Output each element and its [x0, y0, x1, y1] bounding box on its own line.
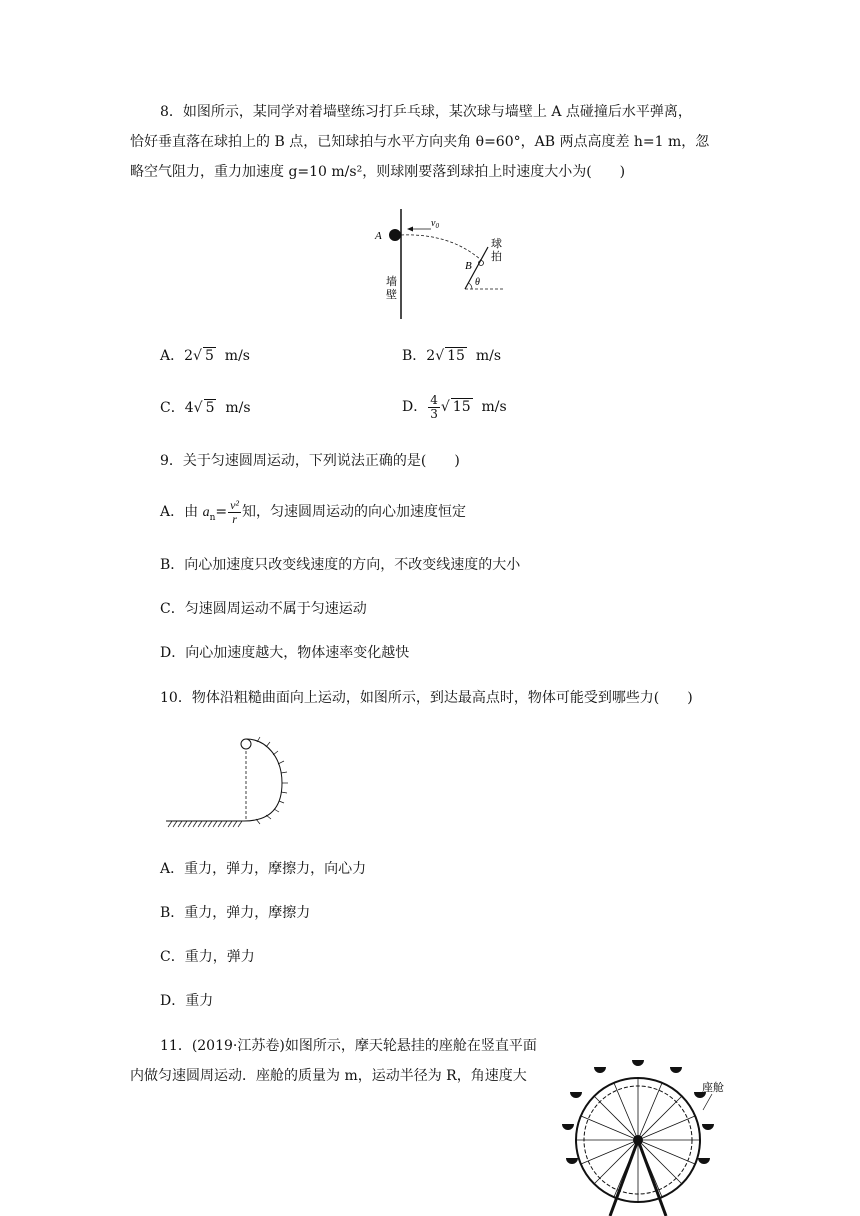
- object-ball: [241, 739, 251, 749]
- q11-stem-line-1: 11．(2019·江苏卷)如图所示，摩天轮悬挂的座舱在竖直平面: [160, 1038, 537, 1054]
- q8-stem-line-2: 恰好垂直落在球拍上的 B 点，已知球拍与水平方向夹角 θ=60°，AB 两点高度差 h=1 m，忽: [130, 134, 710, 150]
- q8-option-c: C．4√ 5 m/s: [160, 400, 251, 416]
- q10-option-d: D．重力: [160, 993, 214, 1009]
- q8-stem-line-1: 8．如图所示，某同学对着墙壁练习打乒乓球，某次球与墙壁上 A 点碰撞后水平弹离，: [160, 104, 692, 120]
- ball-a: [389, 229, 401, 241]
- label-b: B: [465, 260, 472, 272]
- angle-arc: [469, 283, 473, 289]
- q8-option-d: D． $\frac{4}{3}$ √ 15 m/s: [402, 392, 507, 421]
- trajectory: [401, 235, 481, 260]
- label-racket-1: 球: [491, 238, 502, 250]
- q9-stem: 9．关于匀速圆周运动，下列说法正确的是( ): [160, 453, 460, 469]
- q8-figure-wall-racket: [355, 205, 525, 325]
- q8-stem-line-3: 略空气阻力，重力加速度 g=10 m/s²，则球刚要落到球拍上时速度大小为( ): [130, 164, 626, 180]
- q10-stem: 10．物体沿粗糙曲面向上运动，如图所示，到达最高点时，物体可能受到哪些力( ): [160, 690, 693, 706]
- label-cabin: 座舱: [702, 1082, 724, 1094]
- q9-option-b: B．向心加速度只改变线速度的方向，不改变线速度的大小: [160, 557, 521, 573]
- q9-option-a: A．由 $a_n=$ $\frac{\text{v²}}{r}$ 知，匀速圆周运动的向心加速度恒定: [160, 497, 467, 526]
- q10-option-c: C．重力，弹力: [160, 949, 255, 965]
- q9-option-d: D．向心加速度越大，物体速率变化越快: [160, 645, 410, 661]
- label-theta: θ: [475, 277, 480, 288]
- curve-hatching: [256, 737, 288, 824]
- q9-option-c: C．匀速圆周运动不属于匀速运动: [160, 601, 367, 617]
- label-wall-1: 墙: [386, 276, 397, 288]
- cabin-pointer: [703, 1094, 712, 1110]
- q8-option-a: A．2√ 5 m/s: [160, 348, 250, 364]
- v0-arrowhead: [407, 227, 413, 232]
- q11-stem-line-2: 内做匀速圆周运动．座舱的质量为 m，运动半径为 R，角速度大: [130, 1068, 527, 1084]
- q10-option-a: A．重力，弹力，摩擦力，向心力: [160, 861, 367, 877]
- q10-figure-curved-surface: [160, 733, 300, 833]
- q8-option-b: B．2√ 15 m/s: [402, 348, 502, 364]
- label-v0: $v_0$: [431, 218, 439, 230]
- q11-figure-ferris-wheel: [560, 1050, 760, 1216]
- curved-surface: [244, 739, 282, 821]
- label-a: A: [375, 230, 382, 242]
- q10-option-b: B．重力，弹力，摩擦力: [160, 905, 311, 921]
- label-racket-2: 拍: [491, 251, 502, 263]
- label-wall-2: 壁: [386, 289, 397, 301]
- ground-hatching: [168, 821, 242, 827]
